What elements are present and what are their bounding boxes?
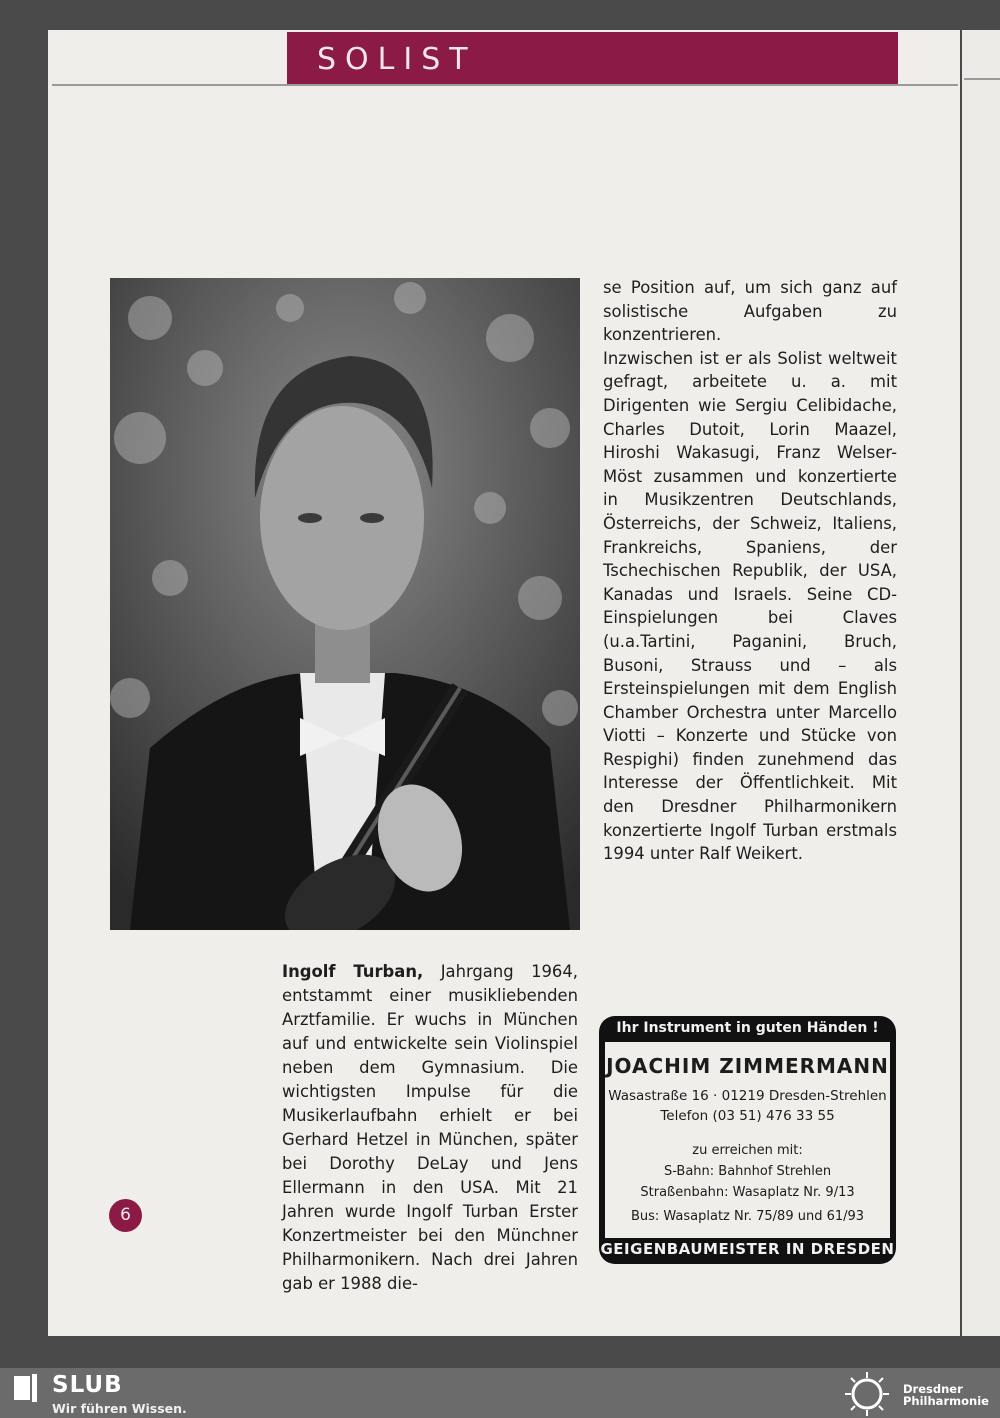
dresdner-philharmonie-name[interactable] — [903, 1383, 989, 1407]
dresdner-philharmonie-logo-icon[interactable] — [842, 1371, 892, 1417]
next-page-edge — [962, 30, 1000, 1336]
paragraph-continued: se Position auf, um sich ganz auf solistische Aufgaben zu konzentrieren. — [603, 278, 897, 345]
advertisement — [599, 1016, 896, 1264]
page-number: 6 — [109, 1199, 142, 1232]
slub-name[interactable]: SLUB — [52, 1372, 123, 1398]
ad-bus: Bus: Wasaplatz Nr. 75/89 und 61/93 — [630, 1209, 865, 1224]
section-header — [287, 32, 898, 84]
ad-content — [605, 1042, 890, 1238]
section-title: SOLIST — [317, 42, 477, 77]
intro-text: Jahrgang 1964, entstammt einer musikliebenden Arztfamilie. Er wuchs in München auf und entwickelte sein Violinspiel neben dem Gymnasium. Die wichtigsten Impulse für die Musikerlaufbahn erhielt er bei Gerhard Hetzel in München, später bei Dorothy DeLay und Jens Ellermann in den USA. Mit 21 Jahren wurde Ingolf Turban Erster Konzertmeister bei den Münchner Philharmonikern. Nach drei Jahren gab er 1988 die- — [282, 962, 578, 1293]
slub-claim: Wir führen Wissen. — [52, 1401, 187, 1416]
ad-footer: GEIGENBAUMEISTER IN DRESDEN — [600, 1240, 895, 1258]
slub-logo-icon[interactable] — [12, 1373, 40, 1403]
body-text-left — [282, 960, 578, 1296]
ad-reach-label: zu erreichen mit: — [692, 1143, 803, 1158]
ad-business-name: JOACHIM ZIMMERMANN — [606, 1054, 889, 1078]
dp-name-line2: Philharmonie — [903, 1394, 989, 1408]
ad-address: Wasastraße 16 · 01219 Dresden-Strehlen — [608, 1088, 887, 1104]
header-rule — [52, 84, 958, 86]
body-text-right — [603, 276, 897, 866]
ad-sbahn: S-Bahn: Bahnhof Strehlen — [663, 1164, 832, 1179]
ad-tram: Straßenbahn: Wasaplatz Nr. 9/13 — [640, 1185, 855, 1200]
header-rule-next-page — [964, 78, 1000, 80]
paragraph-intro — [282, 960, 578, 1296]
soloist-photo — [110, 278, 580, 930]
dp-name-line1: Dresdner — [903, 1382, 963, 1396]
ad-tagline: Ihr Instrument in guten Händen ! — [616, 1020, 879, 1036]
soloist-name: Ingolf Turban, — [282, 962, 424, 981]
paragraph-career: Inzwischen ist er als Solist weltweit gefragt, arbeitete u. a. mit Dirigenten wie Sergiu Celibidache, Charles Dutoit, Lorin Maazel, Hiroshi Wakasugi, Franz Welser-Möst zusammen und konzertierte in Musikzentren Deutschlands, Österreichs, der Schweiz, Italiens, Frankreichs, Spaniens, der Tschechischen Republik, der USA, Kanadas und Israels. Seine CD-Einspielungen bei Claves (u.a.Tartini, Paganini, Bruch, Busoni, Strauss und – als Ersteinspielungen mit dem English Chamber Orchestra unter Marcello Viotti – Konzerte und Stücke von Respighi) finden zunehmend das Interesse der Öffentlichkeit. Mit den Dresdner Philharmonikern konzertierte Ingolf Turban erstmals 1994 unter Ralf Weikert. — [603, 348, 897, 864]
ad-phone: Telefon (03 51) 476 33 55 — [660, 1108, 835, 1124]
